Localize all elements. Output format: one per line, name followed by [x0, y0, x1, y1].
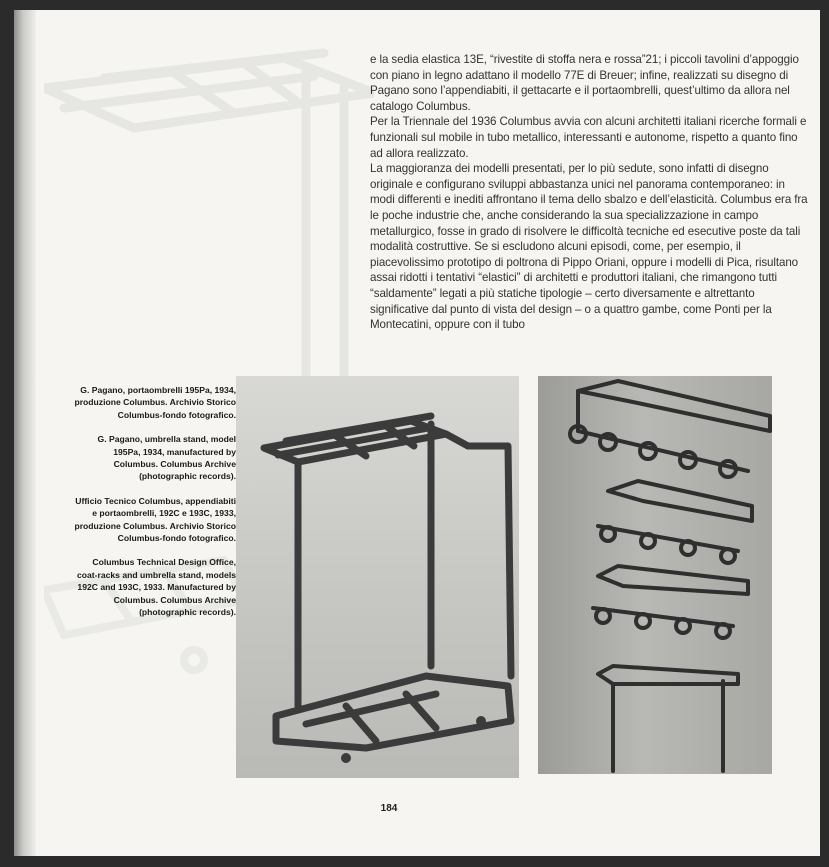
- caption-english-umbrella-stand: G. Pagano, umbrella stand, model 195Pa, 1934, manufactured by Columbus. Columbus Archive (photographic records).: [97, 434, 236, 482]
- photo-captions: [74, 384, 236, 631]
- page-number: 184: [380, 803, 398, 814]
- book-spine: [14, 10, 36, 856]
- faded-umbrella-stand-illustration: [44, 48, 374, 408]
- umbrella-stand-photo: [236, 376, 519, 778]
- umbrella-stand-drawing: [236, 376, 519, 778]
- article-body: [370, 52, 810, 333]
- coat-racks-drawing: [538, 376, 772, 774]
- book-page: [14, 10, 820, 856]
- paragraph: Per la Triennale del 1936 Columbus avvia con alcuni architetti italiani ricerche formali e funzionali sul mobile in tubo metallico, interessanti e autonome, rispetto a quanto fino ad allora realizzato.: [370, 115, 807, 160]
- caption-italian-coat-racks: Ufficio Tecnico Columbus, appendiabiti e portaombrelli, 192C e 193C, 1933, produzione Columbus. Archivio Storico Columbus-fondo fotografico.: [74, 495, 236, 544]
- paragraph: La maggioranza dei modelli presentati, per lo più sedute, sono infatti di disegno originale e configurano sviluppi abbastanza unici nel panorama contemporaneo: in modi differenti e inediti affrontano il tema dello sbalzo e dell’elasticità. Columbus era fra le poche industrie che, anche considerando la sua specializzazione in campo metallurgico, fosse in grado di risolvere le difficoltà tecniche ed esecutive poste da tali modalità costruttive. Se si escludono alcuni episodi, come, per esempio, il piacevolissimo prototipo di poltrona di Pippo Oriani, oppure i modelli di Pica, risultano assai ridotti i tentativi “elastici” di architetti e produttori italiani, che rimangono tutti “saldamente” legati a più statiche tipologie – certo diversamente e altrettanto significative dal punto di vista del design – o a quattro gambe, come Ponti per la Montecatini, oppure con il tubo: [370, 162, 808, 332]
- caption-english-coat-racks: Columbus Technical Design Office, coat-racks and umbrella stand, models 192C and 193C, 1933. Manufactured by Columbus. Columbus Archive (photographic records).: [76, 557, 236, 618]
- caption-italian-umbrella-stand: G. Pagano, portaombrelli 195Pa, 1934, produzione Columbus. Archivio Storico Columbus-fondo fotografico.: [74, 385, 236, 420]
- coat-racks-photo: [538, 376, 772, 774]
- paragraph: e la sedia elastica 13E, “rivestite di stoffa nera e rossa”21; i piccoli tavolini d’appoggio con piano in legno adattano il modello 77E di Breuer; infine, realizzati su disegno di Pagano sono l’appendiabiti, il gettacarte e il portaombrelli, quest’ultimo da allora nel catalogo Columbus.: [370, 53, 799, 113]
